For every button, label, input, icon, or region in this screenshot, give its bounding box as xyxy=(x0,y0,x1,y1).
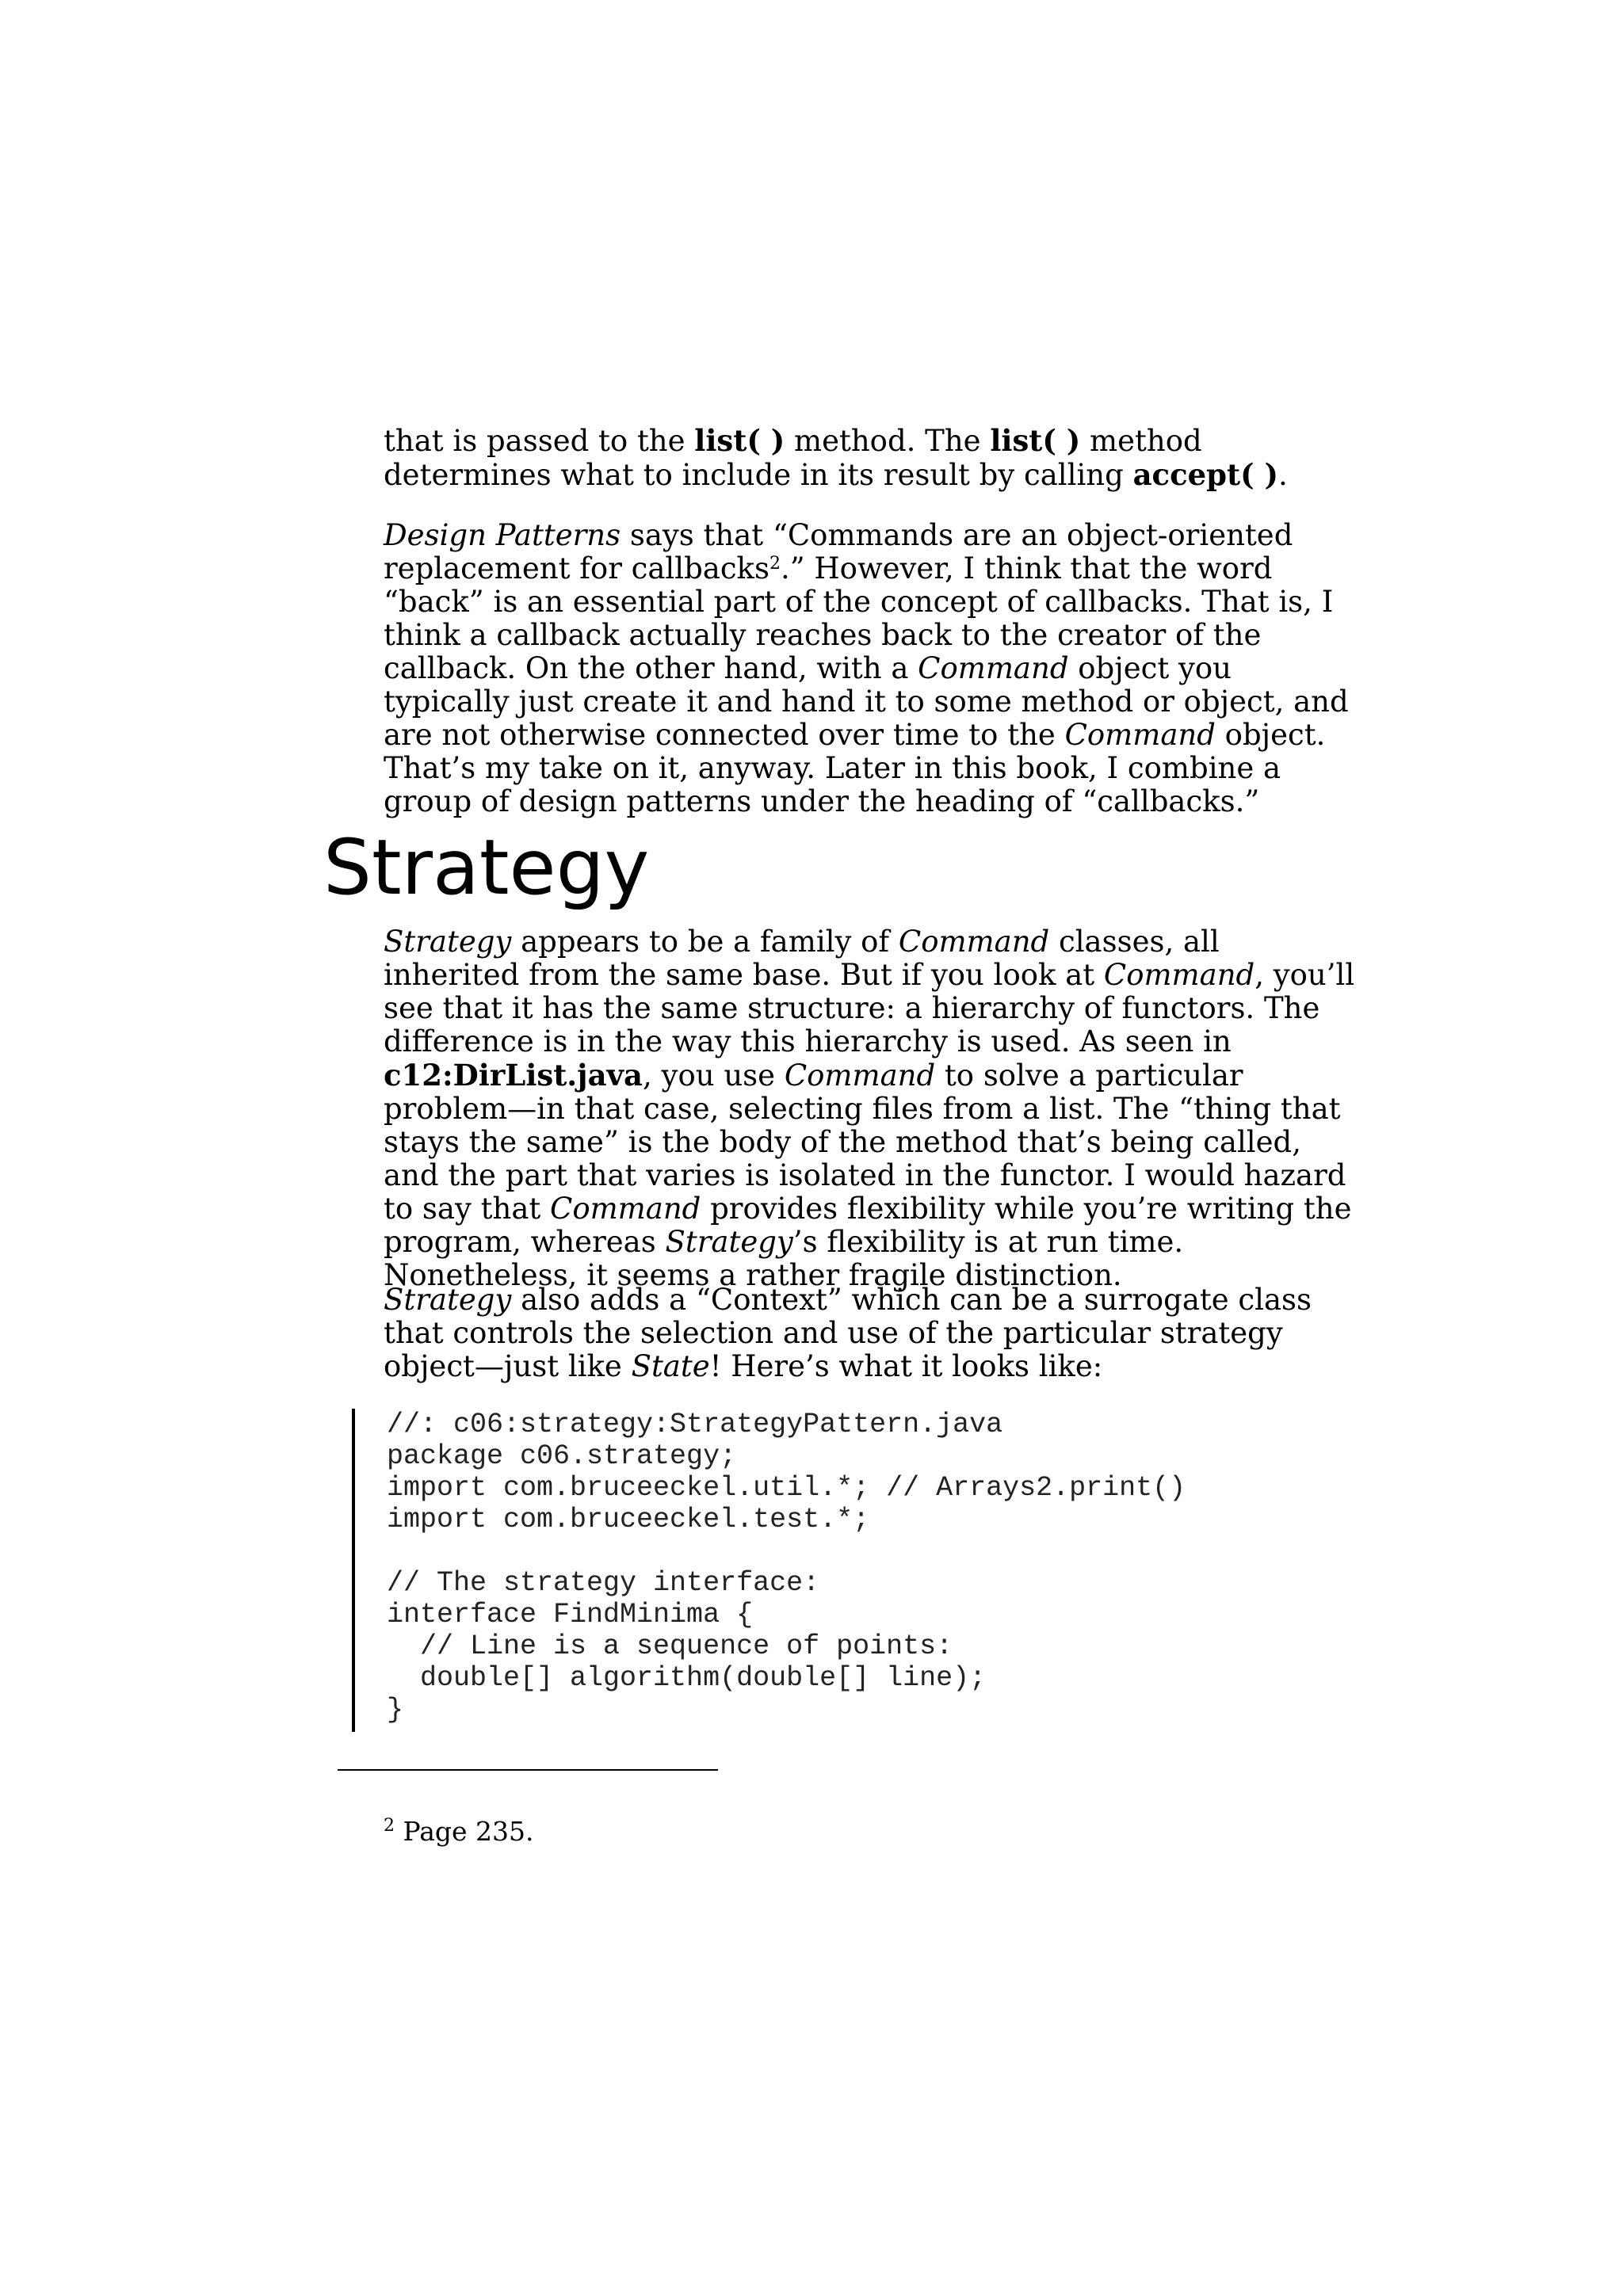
paragraph-callbacks: Design Patterns says that “Commands are an object-oriented replacement for callbacks$^2$.” However, I think that the word “back” is an essential part of the concept of callbacks. That is, I think a callback actually reaches back to the creator of the callback. On the other hand, with a Command object you typically just create it and hand it to some method or object, and are not otherwise connected over time to the Command object. That’s my take on it, anyway. Later in this book, I combine a group of design patterns under the heading of “callbacks.” xyxy=(384,518,1349,818)
code-line: package c06.strategy; xyxy=(387,1440,737,1472)
file-reference: c12:DirList.java xyxy=(384,1058,643,1093)
code-line: interface FindMinima { xyxy=(387,1599,754,1630)
footnote-marker: 2 xyxy=(384,1816,395,1836)
code-line: //: c06:strategy:StrategyPattern.java xyxy=(387,1409,1003,1440)
code-term-list: list( ) xyxy=(694,423,785,458)
book-title: Design Patterns xyxy=(384,518,621,552)
code-term-accept: accept( ) xyxy=(1132,457,1278,492)
code-term-list: list( ) xyxy=(990,423,1081,458)
code-line: // Line is a sequence of points: xyxy=(387,1630,953,1662)
code-line: import com.bruceeckel.test.*; xyxy=(387,1504,870,1535)
code-listing xyxy=(352,1409,1306,1732)
paragraph-list-method: that is passed to the list( ) method. The list( ) method determines what to include in its result by calling accept( ). xyxy=(384,423,1288,492)
section-heading: Strategy xyxy=(323,823,650,912)
code-line: } xyxy=(387,1694,404,1726)
code-line: // The strategy interface: xyxy=(387,1567,820,1599)
footnote-reference[interactable]: 2 xyxy=(769,554,781,574)
footnote-divider xyxy=(338,1769,718,1771)
paragraph-strategy-context: Strategy also adds a “Context” which can be a surrogate class that controls the selection and use of the particular strategy object—just like State! Here’s what it looks like: xyxy=(384,1283,1312,1383)
code-line: import com.bruceeckel.util.*; // Arrays2.print() xyxy=(387,1472,1186,1504)
footnote: $^2$ Page 235. xyxy=(384,1816,534,1847)
paragraph-strategy-intro: Strategy appears to be a family of Command classes, all inherited from the same base. But if you look at Command, you’ll see that it has the same structure: a hierarchy of functors. The difference is in the way this hierarchy is used. As seen in c12:DirList.java, you use Command to solve a particular problem—in that case, selecting files from a list. The “thing that stays the same” is the body of the method that’s being called, and the part that varies is isolated in the functor. I would hazard to say that Command provides flexibility while you’re writing the program, whereas Strategy’s flexibility is at run time. Nonetheless, it seems a rather fragile distinction. xyxy=(384,925,1355,1292)
code-line: double[] algorithm(double[] line); xyxy=(387,1662,987,1694)
